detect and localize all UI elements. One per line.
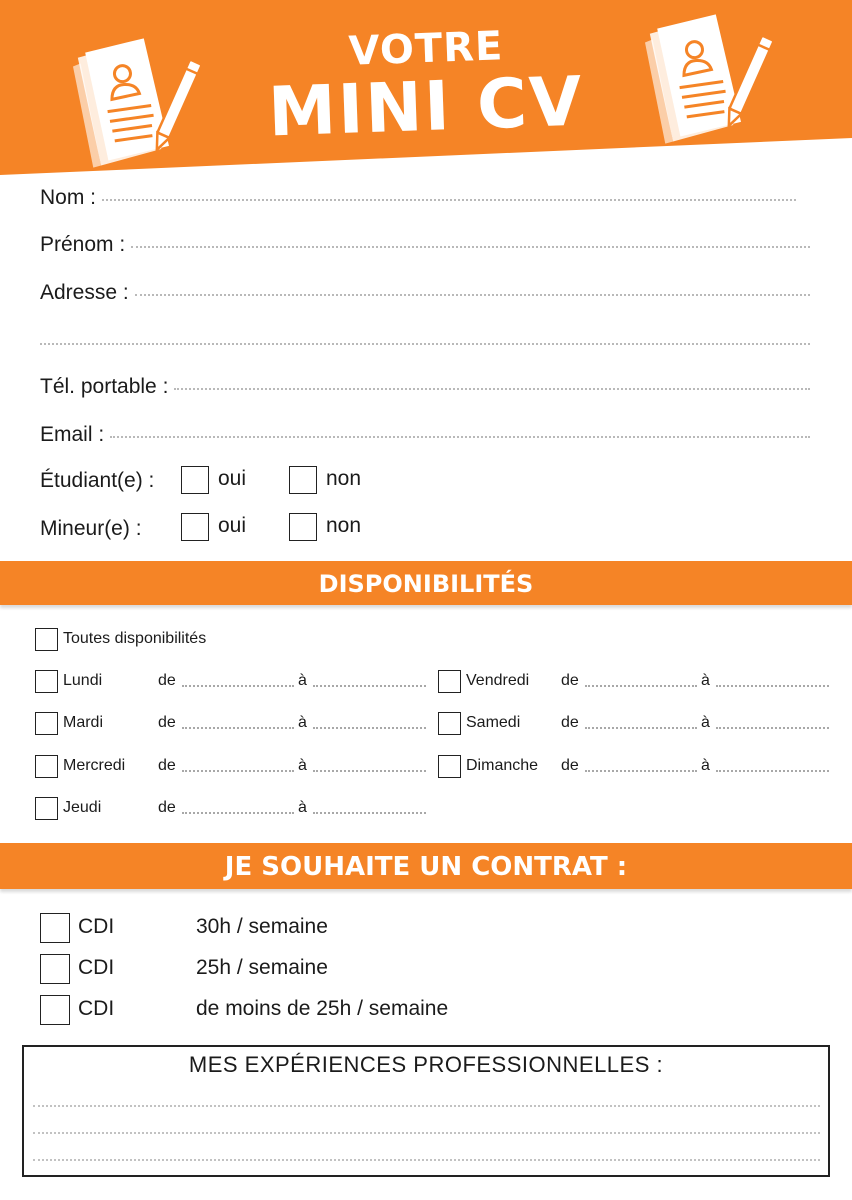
- day-label: Mercredi: [63, 757, 126, 774]
- de-label: de: [561, 672, 579, 689]
- mineur-non-label: non: [326, 514, 362, 537]
- de-label: de: [158, 757, 176, 774]
- tel-label: Tél. portable :: [40, 375, 169, 398]
- etudiant-label: Étudiant(e) :: [40, 469, 155, 492]
- title-line-2: MINI CV: [267, 62, 585, 153]
- prenom-field[interactable]: [131, 245, 810, 248]
- toutes-dispo-label: Toutes disponibilités: [63, 630, 207, 647]
- experiences-line-1[interactable]: [33, 1105, 820, 1107]
- nom-row: [40, 186, 796, 210]
- lundi-from-field[interactable]: [182, 685, 294, 687]
- lundi-checkbox[interactable]: [35, 670, 58, 693]
- adresse-label: Adresse :: [40, 281, 129, 304]
- contrat-option-3-checkbox[interactable]: [40, 995, 70, 1025]
- mercredi-from-field[interactable]: [182, 770, 294, 772]
- contrat-heading: JE SOUHAITE UN CONTRAT :: [0, 843, 852, 889]
- prenom-label: Prénom :: [40, 233, 126, 256]
- contrat-hours: 30h / semaine: [196, 915, 328, 938]
- lundi-to-field[interactable]: [313, 685, 426, 687]
- jeudi-checkbox[interactable]: [35, 797, 58, 820]
- de-label: de: [561, 757, 579, 774]
- experiences-line-2[interactable]: [33, 1132, 820, 1134]
- dimanche-checkbox[interactable]: [438, 755, 461, 778]
- samedi-checkbox[interactable]: [438, 712, 461, 735]
- experiences-title: MES EXPÉRIENCES PROFESSIONNELLES :: [188, 1052, 664, 1077]
- mercredi-to-field[interactable]: [313, 770, 426, 772]
- contrat-option-2-checkbox[interactable]: [40, 954, 70, 984]
- de-label: de: [158, 714, 176, 731]
- a-label: à: [298, 799, 307, 816]
- etudiant-oui-checkbox[interactable]: [181, 466, 209, 494]
- etudiant-non-checkbox[interactable]: [289, 466, 317, 494]
- mercredi-checkbox[interactable]: [35, 755, 58, 778]
- vendredi-to-field[interactable]: [716, 685, 829, 687]
- nom-field[interactable]: [102, 198, 796, 201]
- adresse-field-line-2[interactable]: [40, 343, 810, 345]
- mineur-non-checkbox[interactable]: [289, 513, 317, 541]
- mineur-oui-label: oui: [218, 514, 247, 537]
- etudiant-non-label: non: [326, 467, 362, 490]
- contrat-option-1-checkbox[interactable]: [40, 913, 70, 943]
- mardi-from-field[interactable]: [182, 727, 294, 729]
- contrat-type: CDI: [78, 915, 115, 938]
- vendredi-from-field[interactable]: [585, 685, 697, 687]
- de-label: de: [561, 714, 579, 731]
- day-label: Mardi: [63, 714, 104, 731]
- a-label: à: [298, 757, 307, 774]
- disponibilites-heading: DISPONIBILITÉS: [0, 561, 852, 605]
- mineur-oui-checkbox[interactable]: [181, 513, 209, 541]
- mineur-label: Mineur(e) :: [40, 517, 142, 540]
- tel-field[interactable]: [174, 387, 810, 390]
- day-label: Dimanche: [466, 757, 539, 774]
- contrat-hours: de moins de 25h / semaine: [196, 997, 449, 1020]
- day-label: Samedi: [466, 714, 521, 731]
- day-label: Lundi: [63, 672, 103, 689]
- dimanche-from-field[interactable]: [585, 770, 697, 772]
- jeudi-to-field[interactable]: [313, 812, 426, 814]
- a-label: à: [701, 714, 710, 731]
- jeudi-from-field[interactable]: [182, 812, 294, 814]
- de-label: de: [158, 672, 176, 689]
- tel-row: [40, 375, 810, 399]
- a-label: à: [298, 714, 307, 731]
- contrat-type: CDI: [78, 997, 115, 1020]
- vendredi-checkbox[interactable]: [438, 670, 461, 693]
- email-row: [40, 423, 810, 447]
- day-label: Jeudi: [63, 799, 102, 816]
- toutes-dispo-checkbox[interactable]: [35, 628, 58, 651]
- mardi-checkbox[interactable]: [35, 712, 58, 735]
- prenom-row: [40, 233, 810, 257]
- title-line-1: VOTRE: [347, 23, 505, 75]
- de-label: de: [158, 799, 176, 816]
- a-label: à: [701, 672, 710, 689]
- dimanche-to-field[interactable]: [716, 770, 829, 772]
- adresse-field[interactable]: [135, 293, 810, 296]
- etudiant-oui-label: oui: [218, 467, 247, 490]
- a-label: à: [701, 757, 710, 774]
- mardi-to-field[interactable]: [313, 727, 426, 729]
- samedi-to-field[interactable]: [716, 727, 829, 729]
- experiences-line-3[interactable]: [33, 1159, 820, 1161]
- contrat-type: CDI: [78, 956, 115, 979]
- adresse-row: [40, 281, 810, 305]
- samedi-from-field[interactable]: [585, 727, 697, 729]
- email-label: Email :: [40, 423, 105, 446]
- contrat-hours: 25h / semaine: [196, 956, 328, 979]
- email-field[interactable]: [110, 435, 810, 438]
- a-label: à: [298, 672, 307, 689]
- day-label: Vendredi: [466, 672, 530, 689]
- nom-label: Nom :: [40, 186, 97, 209]
